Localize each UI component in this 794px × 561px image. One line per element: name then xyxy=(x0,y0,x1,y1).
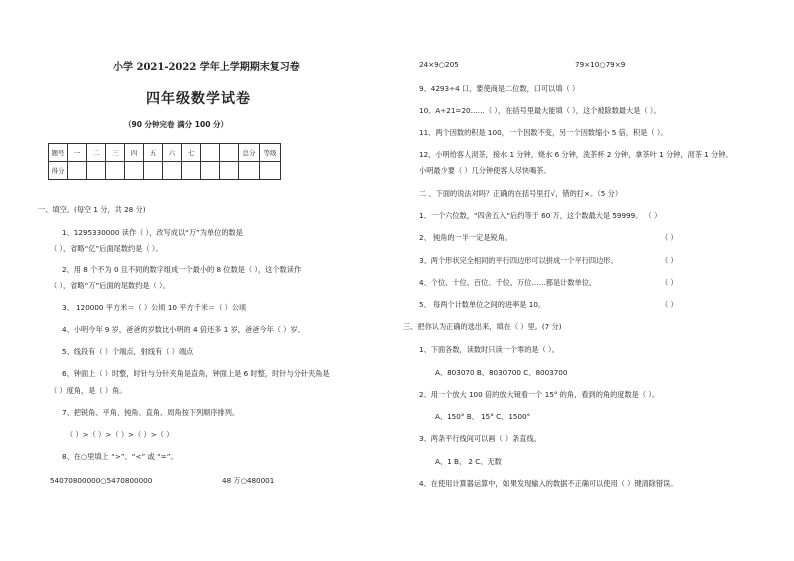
score-cell: 一 xyxy=(68,144,87,162)
compare-c: 24×9○205 xyxy=(419,60,459,69)
question-1-line2: （ ），省略“亿”后面尾数约是（ ）。 xyxy=(50,244,163,253)
judge-4: 4、个位、十位、百位、千位、万位……都是计数单位。 xyxy=(419,278,597,287)
question-8-compare-b: 48 万○480001 xyxy=(222,476,275,485)
judge-4-blank: （ ） xyxy=(661,278,678,287)
subject-title: 四年级数学试卷 xyxy=(146,91,251,107)
score-cell: 总分 xyxy=(239,144,260,162)
score-cell-empty xyxy=(125,162,144,180)
choice-3-options: A、1 B、 2 C、无数 xyxy=(435,457,502,466)
choice-1: 1、下面各数，读数时只读一个零的是（ ）。 xyxy=(419,345,559,354)
score-cell: 六 xyxy=(163,144,182,162)
question-11: 11、两个因数的积是 100，一个因数不变，另一个因数缩小 5 倍，积是（ ）。 xyxy=(419,128,668,137)
score-cell-empty xyxy=(260,162,281,180)
score-cell-empty xyxy=(87,162,106,180)
question-4: 4、小明今年 9 岁，爸爸的岁数比小明的 4 倍还多 1 岁，爸爸今年（ ）岁。 xyxy=(62,325,305,334)
score-cell-empty xyxy=(220,162,239,180)
score-cell: 七 xyxy=(182,144,201,162)
score-cell: 等级 xyxy=(260,144,281,162)
question-8: 8、在○里填上 “>”、“<” 或 “=”。 xyxy=(62,452,178,461)
score-cell: 三 xyxy=(106,144,125,162)
question-2-line2: （ ），省略“万”后面的尾数约是（ ）。 xyxy=(50,281,170,290)
judge-5-blank: （ ） xyxy=(661,300,678,309)
score-cell-empty xyxy=(182,162,201,180)
score-cell: 四 xyxy=(125,144,144,162)
compare-d: 79×10○79×9 xyxy=(575,60,626,69)
score-cell: 五 xyxy=(144,144,163,162)
section2-title: 二 、下面的说法对吗？正确的在括号里打√，错的打×。（5 分） xyxy=(419,189,623,198)
judge-2: 2、 钝角的一半一定是锐角。 xyxy=(419,233,513,242)
score-row-label: 得分 xyxy=(49,162,68,180)
judge-3: 3、两个形状完全相同的平行四边形可以拼成一个平行四边形。 xyxy=(419,256,618,265)
judge-2-blank: （ ） xyxy=(661,233,678,242)
choice-3: 3、两条平行线间可以画（ ）条直线。 xyxy=(419,434,541,443)
choice-2-options: A、150° B、 15° C、1500° xyxy=(435,412,531,421)
question-12-line2: 小明最少要（ ）几分钟使客人尽快喝茶。 xyxy=(419,166,551,175)
question-12-line1: 12、小明给客人沏茶，接水 1 分钟，烧水 6 分钟，洗茶杯 2 分钟，拿茶叶 1 分钟，沏茶 1 分钟。 xyxy=(419,150,733,159)
choice-2: 2、用一个放大 100 倍的放大镜看一个 15° 的角，看到的角的度数是（ ）。 xyxy=(419,390,660,399)
choice-4: 4、在使用计算器运算中，如果发现输入的数据不正确可以使用（ ）键清除错误。 xyxy=(419,479,678,488)
exam-info: （90 分钟完卷 满分 100 分） xyxy=(124,120,229,129)
question-8-compare-a: 54070800000○5470800000 xyxy=(50,476,153,485)
score-cell-empty xyxy=(201,162,220,180)
score-cell-empty xyxy=(239,162,260,180)
score-cell xyxy=(220,144,239,162)
question-10: 10、A÷21=20……（ ），在括号里最大能填（ ），这个被除数最大是（ ）。 xyxy=(419,106,661,115)
judge-1: 1、一个六位数，“四舍五入”后约等于 60 万，这个数最大是 59999。 （ ） xyxy=(419,211,662,220)
judge-3-blank: （ ） xyxy=(661,256,678,265)
question-3: 3、 120000 平方米＝（ ）公顷 10 平方千米＝（ ）公顷 xyxy=(62,303,247,312)
choice-1-options: A、803070 B、8030700 C、8003700 xyxy=(435,368,568,377)
score-cell-empty xyxy=(163,162,182,180)
score-cell: 题号 xyxy=(49,144,68,162)
section3-title: 三、把你认为正确的选出来，填在（ ）里。(7 分) xyxy=(403,322,562,331)
question-7: 7、把锐角、平角、钝角、直角、周角按下列顺序排列。 xyxy=(62,408,240,417)
score-cell: 二 xyxy=(87,144,106,162)
question-1-line1: 1、1295330000 读作（ ），改写成以“万”为单位的数是 xyxy=(62,228,243,237)
question-7-blanks: （ ）>（ ）>（ ）>（ ）>（ ） xyxy=(66,430,174,439)
score-cell-empty xyxy=(68,162,87,180)
exam-title: 小学 2021-2022 学年上学期期末复习卷 xyxy=(113,62,300,73)
score-table-header-row xyxy=(49,144,281,162)
question-9: 9、4293÷4 口，要使商是二位数，口可以填（ ） xyxy=(419,84,580,93)
question-5: 5、线段有（ ）个端点，射线有（ ）端点 xyxy=(62,347,194,356)
section1-title: 一、填空。(每空 1 分，共 28 分) xyxy=(38,205,146,214)
question-2-line1: 2、用 8 个不为 0 且不同的数字组成一个最小的 8 位数是（ ），这个数读作 xyxy=(62,265,302,274)
score-cell-empty xyxy=(106,162,125,180)
score-table-score-row xyxy=(49,162,281,180)
score-table xyxy=(48,143,281,180)
score-cell-empty xyxy=(144,162,163,180)
question-6-line1: 6、钟面上（ ）时整，时针与分针夹角是直角，钟面上是 6 时整，时针与分针夹角是 xyxy=(62,369,330,378)
judge-5: 5、 每两个计数单位之间的进率是 10。 xyxy=(419,300,546,309)
score-cell xyxy=(201,144,220,162)
question-6-line2: （ ）度角，是（ ）角。 xyxy=(50,386,127,395)
